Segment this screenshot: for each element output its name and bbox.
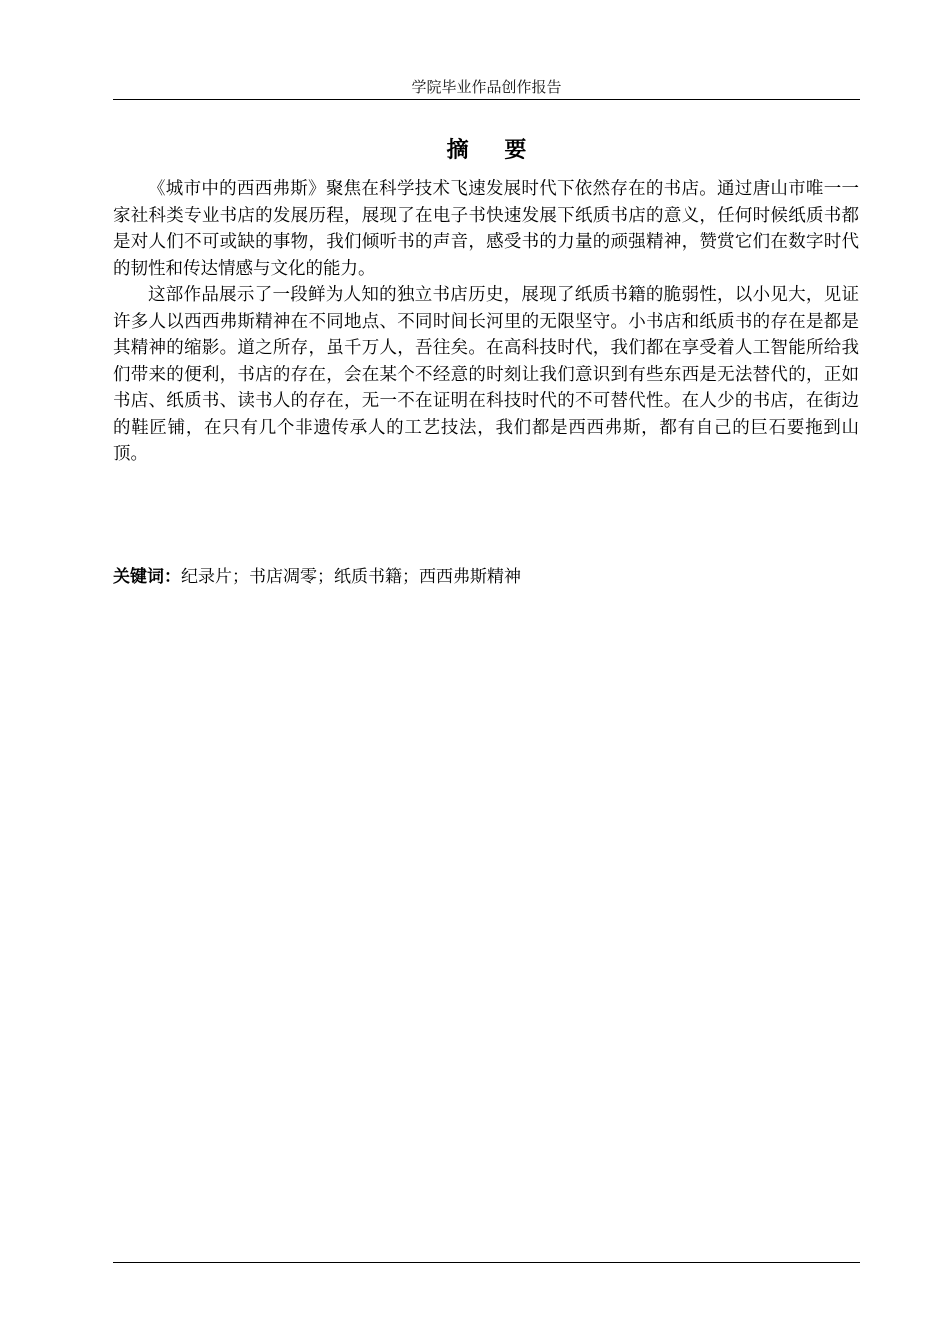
keywords-text: 纪录片；书店凋零；纸质书籍；西西弗斯精神 <box>181 567 521 587</box>
footer-divider <box>113 1262 860 1263</box>
keywords-label: 关键词： <box>113 567 181 587</box>
page-header: 学院毕业作品创作报告 <box>411 78 562 96</box>
keywords-line <box>113 564 859 590</box>
abstract-paragraph-2: 这部作品展示了一段鲜为人知的独立书店历史，展现了纸质书籍的脆弱性，以小见大，见证许多人以西西弗斯精神在不同地点、不同时间长河里的无限坚守。小书店和纸质书的存在是都是其精神的缩影。道之所存，虽千万人，吾往矣。在高科技时代，我们都在享受着人工智能所给我们带来的便利，书店的存在，会在某个不经意的时刻让我们意识到有些东西是无法替代的，正如书店、纸质书、读书人的存在，无一不在证明在科技时代的不可替代性。在人少的书店，在街边的鞋匠铺，在只有几个非遗传承人的工艺技法，我们都是西西弗斯，都有自己的巨石要拖到山顶。 <box>113 285 859 464</box>
abstract-title: 摘 要 <box>446 138 541 163</box>
header-divider <box>113 99 860 100</box>
abstract-body <box>113 176 859 468</box>
abstract-paragraph-1: 《城市中的西西弗斯》聚焦在科学技术飞速发展时代下依然存在的书店。通过唐山市唯一一家社科类专业书店的发展历程，展现了在电子书快速发展下纸质书店的意义，任何时候纸质书都是对人们不可或缺的事物，我们倾听书的声音，感受书的力量的顽强精神，赞赏它们在数字时代的韧性和传达情感与文化的能力。 <box>113 179 859 279</box>
